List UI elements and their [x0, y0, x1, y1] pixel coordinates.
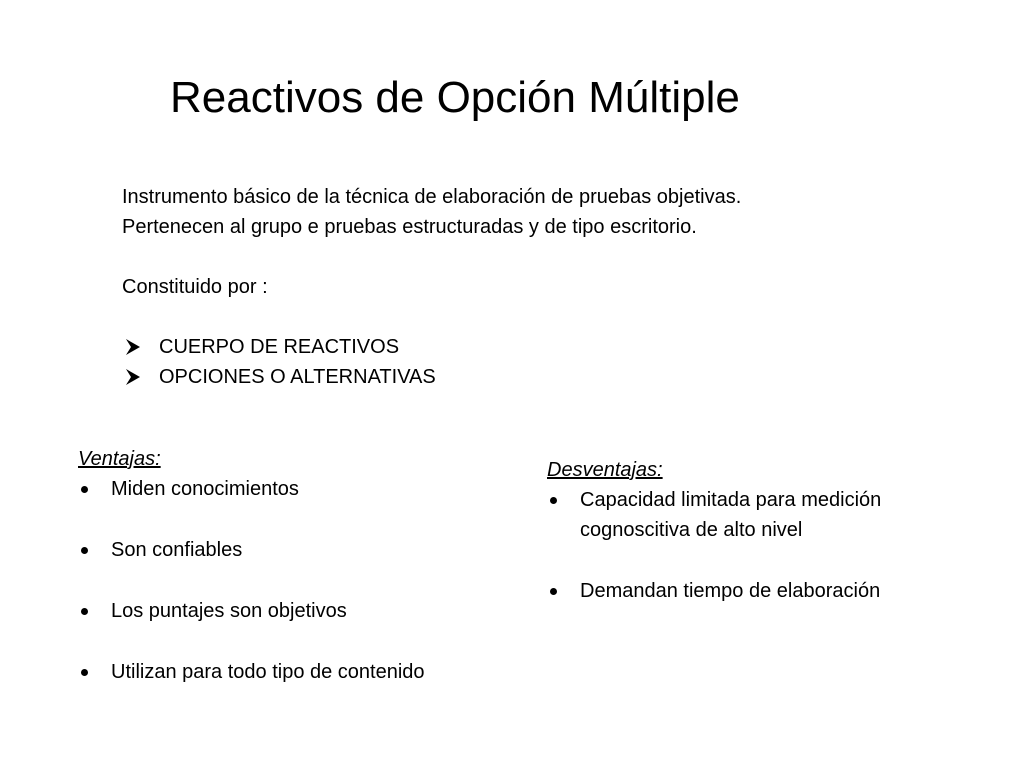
- ventajas-item-label: Miden conocimientos: [111, 478, 299, 500]
- desventajas-heading: Desventajas:: [547, 459, 663, 481]
- slide-title: Reactivos de Opción Múltiple: [170, 73, 740, 122]
- ventajas-item-label: Utilizan para todo tipo de contenido: [111, 661, 425, 683]
- desventajas-item: [547, 576, 950, 606]
- ventajas-item: [78, 535, 425, 565]
- round-bullet-icon: [81, 608, 88, 615]
- ventajas-item: [78, 657, 425, 687]
- desventajas-item: [547, 485, 950, 545]
- ventajas-heading: Ventajas:: [78, 448, 161, 470]
- intro-line-2: Pertenecen al grupo e pruebas estructuradas y de tipo escritorio.: [122, 216, 697, 238]
- constituted-label: Constituido por :: [122, 276, 268, 298]
- component-item-label: CUERPO DE REACTIVOS: [159, 336, 400, 358]
- ventajas-item: [78, 474, 425, 504]
- round-bullet-icon: [81, 669, 88, 676]
- round-bullet-icon: [550, 497, 557, 504]
- component-item: [122, 332, 741, 362]
- intro-block: [122, 182, 741, 392]
- component-item-label: OPCIONES O ALTERNATIVAS: [159, 366, 436, 388]
- arrow-bullet-icon: [124, 338, 142, 356]
- desventajas-list: [547, 485, 950, 606]
- ventajas-item-label: Los puntajes son objetivos: [111, 600, 347, 622]
- round-bullet-icon: [81, 547, 88, 554]
- ventajas-column: [78, 444, 425, 687]
- round-bullet-icon: [81, 486, 88, 493]
- intro-line-1: Instrumento básico de la técnica de elaboración de pruebas objetivas.: [122, 186, 742, 208]
- round-bullet-icon: [550, 588, 557, 595]
- spacer: [122, 302, 741, 332]
- desventajas-item-label: Demandan tiempo de elaboración: [580, 580, 881, 602]
- component-item: [122, 362, 741, 392]
- components-list: [122, 332, 741, 392]
- ventajas-list: [78, 474, 425, 687]
- ventajas-item: [78, 596, 425, 626]
- desventajas-column: [547, 455, 950, 606]
- spacer: [122, 242, 741, 272]
- desventajas-item-label: Capacidad limitada para medición cognoscitiva de alto nivel: [580, 489, 882, 541]
- arrow-bullet-icon: [124, 368, 142, 386]
- ventajas-item-label: Son confiables: [111, 539, 243, 561]
